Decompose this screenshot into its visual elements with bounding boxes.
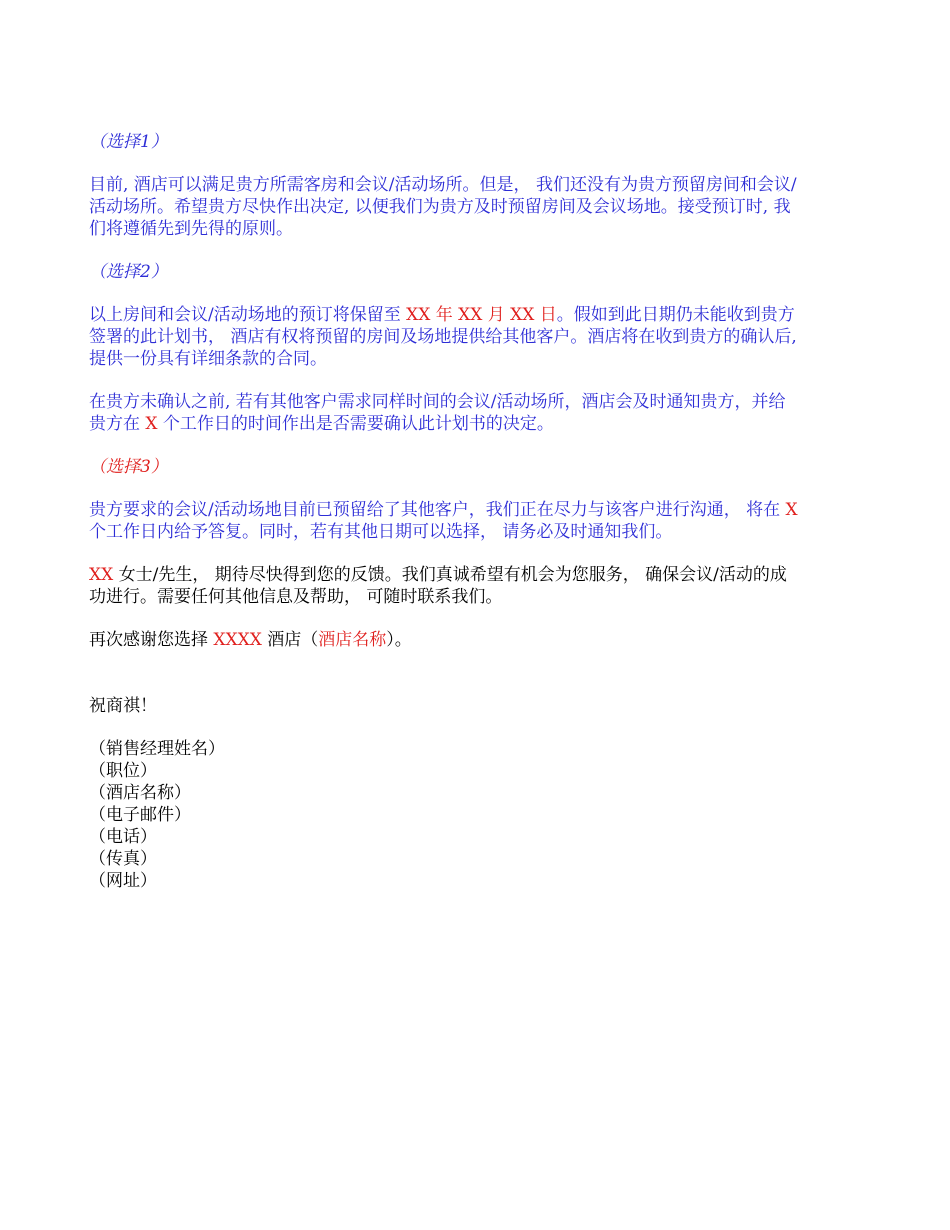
paragraph-line (89, 413, 865, 435)
letter-page (89, 131, 865, 892)
signature-title: （职位） (89, 761, 157, 781)
hotel-name-placeholder: 酒店名称 (318, 630, 387, 650)
text-segment: ）。 (386, 630, 412, 650)
text-segment: 酒店（ (261, 630, 319, 650)
hold-date-placeholder: XX 年 XX 月 XX 日 (406, 305, 557, 325)
paragraph-option-1 (89, 174, 865, 240)
signature-phone: （电话） (89, 827, 157, 847)
paragraph-line: 个工作日内给予答复。同时，若有其他日期可以选择， 请务必及时通知我们。 (89, 522, 673, 542)
signature-sales-manager-name: （销售经理姓名） (89, 739, 225, 759)
recipient-name-placeholder: XX (89, 565, 114, 585)
signature-fax: （传真） (89, 849, 157, 869)
text-segment: 个工作日的时间作出是否需要确认此计划书的决定。 (157, 414, 554, 434)
text-segment: 以上房间和会议/活动场地的预订将保留至 (89, 305, 407, 325)
paragraph-line: 在贵方未确认之前, 若有其他客户需求同样时间的会议/活动场所，酒店会及时通知贵方，并给 (89, 392, 786, 412)
option-2-label: （选择2） (89, 262, 168, 282)
paragraph-line: 们将遵循先到先得的原则。 (89, 219, 293, 239)
paragraph-line (89, 564, 865, 586)
paragraph-line (89, 304, 865, 326)
signature-hotel-name: （酒店名称） (89, 783, 191, 803)
signature-website: （网址） (89, 871, 157, 891)
signature-email: （电子邮件） (89, 805, 191, 825)
option-3-label: （选择3） (89, 457, 168, 477)
paragraph-line: 目前, 酒店可以满足贵方所需客房和会议/活动场所。但是， 我们还没有为贵方预留房间和会议/ (89, 175, 797, 195)
paragraph-thanks (89, 629, 865, 651)
paragraph-line: 活动场所。希望贵方尽快作出决定, 以便我们为贵方及时预留房间及会议场地。接受预订时, 我 (89, 197, 791, 217)
paragraph-feedback (89, 564, 865, 608)
closing-salutation: 祝商祺！ (89, 696, 157, 716)
paragraph-reservation-hold (89, 304, 865, 370)
text-segment: 女士/先生， 期待尽快得到您的反馈。我们真诚希望有机会为您服务， 确保会议/活动的成 (113, 565, 787, 585)
text-segment: 再次感谢您选择 (89, 630, 214, 650)
text-segment: 贵方在 (89, 414, 146, 434)
paragraph-option-3 (89, 499, 865, 543)
workday-count-placeholder: X (145, 414, 158, 434)
text-segment: 贵方要求的会议/活动场地目前已预留给了其他客户，我们正在尽力与该客户进行沟通， 将在 (89, 500, 786, 520)
option-1-label: （选择1） (89, 132, 168, 152)
signature-block (89, 738, 865, 892)
paragraph-line (89, 499, 865, 521)
paragraph-other-client-notice (89, 391, 865, 435)
paragraph-line: 提供一份具有详细条款的合同。 (89, 349, 327, 369)
paragraph-line: 功进行。需要任何其他信息及帮助， 可随时联系我们。 (89, 587, 503, 607)
hotel-brand-placeholder: XXXX (213, 630, 262, 650)
workday-count-placeholder: X (785, 500, 798, 520)
paragraph-line: 签署的此计划书， 酒店有权将预留的房间及场地提供给其他客户。酒店将在收到贵方的确认后, (89, 327, 797, 347)
text-segment: 。假如到此日期仍未能收到贵方 (556, 305, 795, 325)
